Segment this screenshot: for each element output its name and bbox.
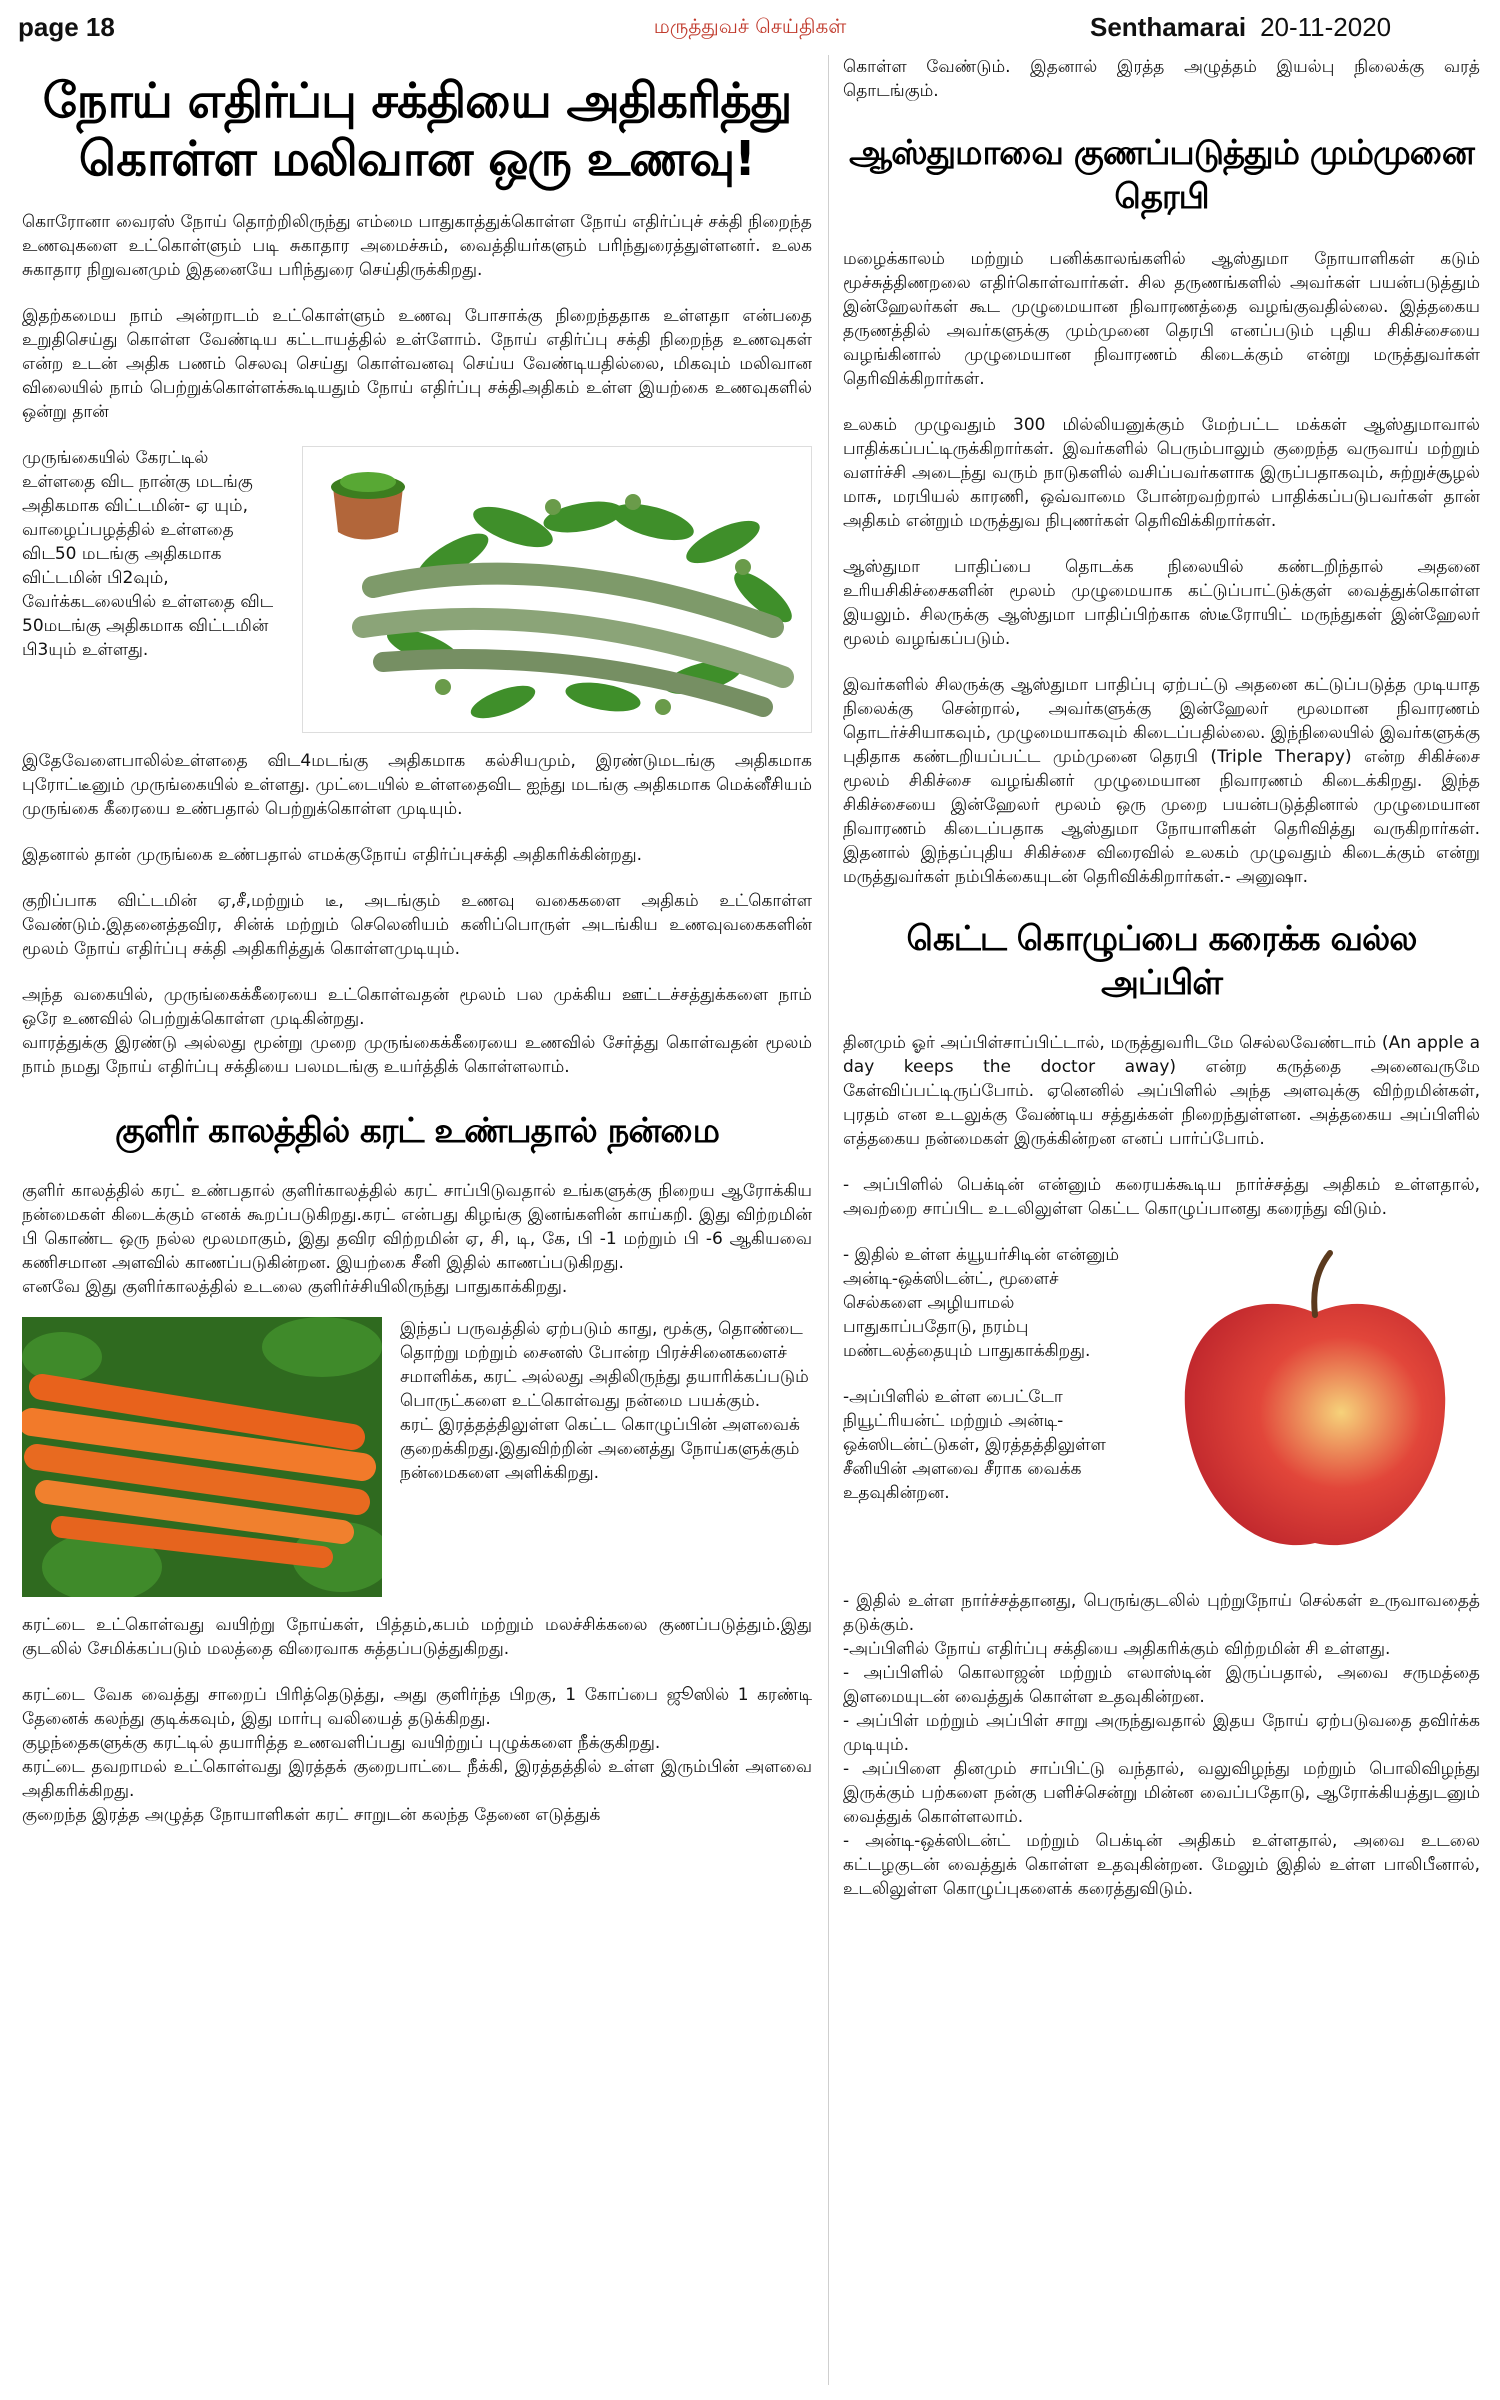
section-title: மருத்துவச் செய்திகள் bbox=[653, 14, 847, 38]
article2-paragraph: இந்தப் பருவத்தில் ஏற்படும் காது, மூக்கு, தொண்டை தொற்று மற்றும் சைனஸ் போன்ற பிரச்சினைகளைச் சமாளிக்க, கரட் அல்லது அதிலிருந்து தயாரிக்கப்படும் பொருட்களை உட்கொள்வது நன்மை பயக்கும். bbox=[400, 1319, 809, 1411]
article2-paragraph: குறைந்த இரத்த அழுத்த நோயாளிகள் கரட் சாறுடன் கலந்த தேனை எடுத்துக் bbox=[22, 1805, 601, 1825]
article4-paragraph: - அன்டி-ஒக்ஸிடன்ட் மற்றும் பெக்டின் அதிகம் உள்ளதால், அவை உடலை கட்டழகுடன் வைத்துக் கொள்ள உதவுகின்றன. மேலும் இதில் உள்ள பாலிபீனால், உடலிலுள்ள கொழுப்புகளைக் கரைத்துவிடும். bbox=[843, 1831, 1480, 1899]
left-column bbox=[22, 72, 812, 1845]
article4-paragraph: - அப்பிளை தினமும் சாப்பிட்டு வந்தால், வலுவிழந்து மற்றும் பொலிவிழந்து இருக்கும் பற்களை நன்கு பளிச்சென்று மின்ன வைப்பதோடு, ஆரோக்கியத்துடனும் வைத்துக் கொள்ளலாம். bbox=[843, 1759, 1480, 1827]
article1-title-line2: கொள்ள மலிவான ஒரு உணவு! bbox=[78, 131, 756, 187]
article2-continuation: கொள்ள வேண்டும். இதனால் இரத்த அழுத்தம் இயல்பு நிலைக்கு வரத் தொடங்கும். bbox=[843, 57, 1480, 101]
column-divider bbox=[828, 55, 829, 2385]
article4-paragraph: -அப்பிளில் நோய் எதிர்ப்பு சக்தியை அதிகரிக்கும் விற்றமின் சி உள்ளது. bbox=[843, 1639, 1391, 1659]
article3-title: ஆஸ்துமாவை குணப்படுத்தும் மும்முனை தெரபி bbox=[849, 133, 1474, 217]
article1-paragraph: இதற்கமைய நாம் அன்றாடம் உட்கொள்ளும் உணவு போசாக்கு நிறைந்ததாக உள்ளதா என்பதை உறுதிசெய்து கொள்ள வேண்டிய கட்டாயத்தில் உள்ளோம். நோய் எதிர்ப்பு சக்தி நிறைந்த உணவுகள் என்ற உடன் அதிக பணம் செலவு செய்து கொள்வனவு செய்ய வேண்டியதில்லை, மிகவும் மலிவான விலையில் நாம் பெற்றுக்கொள்ளக்கூடியதும் நோய் எதிர்ப்பு சக்திஅதிகம் உள்ள இயற்கை உணவுகளில் ஒன்று தான் bbox=[22, 306, 812, 422]
brand-name: Senthamarai bbox=[1090, 12, 1247, 42]
apple-image bbox=[1150, 1243, 1480, 1573]
article3-paragraph: ஆஸ்துமா பாதிப்பை தொடக்க நிலையில் கண்டறிந்தால் அதனை உரியசிகிச்சைகளின் மூலம் முழுமையாக கட்டுப்பாட்டுக்குள் வைத்துக்கொள்ள இயலும். சிலருக்கு ஆஸ்துமா பாதிப்பிற்காக ஸ்டீரோயிட் மருந்துகள் இன்ஹேலர் மூலம் வழங்கப்படும். bbox=[843, 557, 1480, 649]
right-column bbox=[843, 55, 1480, 1901]
article1-paragraph: முருங்கையில் கேரட்டில் உள்ளதை விட நான்கு மடங்கு அதிகமாக விட்டமின்- ஏ யும், வாழைப்பழத்தில் உள்ளதை விட50 மடங்கு அதிகமாக விட்டமின் பி2வும், வேர்க்கடலையில் உள்ளதை விட 50மடங்கு அதிகமாக விட்டமின் பி3யும் உள்ளது. bbox=[22, 448, 274, 660]
article2-paragraph: கரட் இரத்தத்திலுள்ள கெட்ட கொழுப்பின் அளவைக் குறைக்கிறது.இதுவிற்றின் அனைத்து நோய்களுக்கும் நன்மைகளை அளிக்கிறது. bbox=[400, 1415, 800, 1483]
carrot-block bbox=[22, 1317, 812, 1597]
article4-title: கெட்ட கொழுப்பை கரைக்க வல்ல அப்பிள் bbox=[906, 919, 1417, 1003]
article2-paragraph: எனவே இது குளிர்காலத்தில் உடலை குளிர்ச்சியிலிருந்து பாதுகாக்கிறது. bbox=[22, 1277, 568, 1297]
article3-paragraph: மழைக்காலம் மற்றும் பனிக்காலங்களில் ஆஸ்துமா நோயாளிகள் கடும் மூச்சுத்திணறலை எதிர்கொள்வார்கள். சில தருணங்களில் அவர்கள் பயன்படுத்தும் இன்ஹேலர்கள் கூட முழுமையான நிவாரணத்தை வழங்குவதில்லை. இத்தகைய தருணத்தில் அவர்களுக்கு மும்முனை தெரபி எனப்படும் புதிய சிகிச்சையை வழங்கினால் முழுமையான நிவாரணம் கிடைக்கும் என்று மருத்துவர்கள் தெரிவிக்கிறார்கள். bbox=[843, 249, 1480, 389]
article1-paragraph: இதேவேளைபாலில்உள்ளதை விட4மடங்கு அதிகமாக கல்சியமும், இரண்டுமடங்கு அதிகமாக புரோட்டீனும் முருங்கையில் உள்ளது. முட்டையில் உள்ளதைவிட ஐந்து மடங்கு அதிகமாக மெக்னீசியம் முருங்கை கீரையை உண்பதால் பெற்றுக்கொள்ள முடியும். bbox=[22, 751, 812, 819]
article4-paragraph: - அப்பிள் மற்றும் அப்பிள் சாறு அருந்துவதால் இதய நோய் ஏற்படுவதை தவிர்க்க முடியும். bbox=[843, 1711, 1480, 1755]
carrot-image bbox=[22, 1317, 382, 1597]
article4-paragraph: - இதில் உள்ள நார்ச்சத்தானது, பெருங்குடலில் புற்றுநோய் செல்கள் உருவாவதைத் தடுக்கும். bbox=[843, 1591, 1480, 1635]
moringa-image bbox=[302, 446, 812, 733]
article4-paragraph: -அப்பிளில் உள்ள பைட்டோ நியூட்ரியன்ட் மற்றும் அன்டி-ஒக்ஸிடன்ட்டுகள், இரத்தத்திலுள்ள சீனியின் அளவை சீராக வைக்க உதவுகின்றன. bbox=[843, 1387, 1106, 1503]
article2-paragraph: குழந்தைகளுக்கு கரட்டில் தயாரித்த உணவளிப்பது வயிற்றுப் புழுக்களை நீக்குகிறது. bbox=[22, 1733, 661, 1753]
article4-paragraph: - இதில் உள்ள க்யூயர்சிடின் என்னும் அன்டி-ஒக்ஸிடன்ட், மூளைச் செல்களை அழியாமல் பாதுகாப்பதோடு, நரம்பு மண்டலத்தையும் பாதுகாக்கிறது. bbox=[843, 1245, 1120, 1361]
article2-paragraph: குளிர் காலத்தில் கரட் உண்பதால் குளிர்காலத்தில் கரட் சாப்பிடுவதால் உங்களுக்கு நிறைய ஆரோக்கிய நன்மைகள் கிடைக்கும் எனக் கூறப்படுகிறது.கரட் என்பது கிழங்கு இனங்களின் காய்கறி. இது விற்றமின் பி கொண்ட ஒரு நல்ல மூலமாகும், இது தவிர விற்றமின் ஏ, சி, டி, கே, பி -1 மற்றும் பி -6 ஆகியவை கணிசமான அளவில் காணப்படுகின்றன. இயற்கை சீனி இதில் காணப்படுகிறது. bbox=[22, 1181, 812, 1273]
article2-title: குளிர் காலத்தில் கரட் உண்பதால் நன்மை bbox=[115, 1111, 719, 1151]
article4-paragraph: - அப்பிளில் கொலாஜன் மற்றும் எலாஸ்டின் இருப்பதால், அவை சருமத்தை இளமையுடன் வைத்துக் கொள்ள உதவுகின்றன. bbox=[843, 1663, 1480, 1707]
issue-date: 20-11-2020 bbox=[1260, 12, 1392, 42]
article2-paragraph: கரட்டை தவறாமல் உட்கொள்வது இரத்தக் குறைபாட்டை நீக்கி, இரத்தத்தில் உள்ள இரும்பின் அளவை அதிகரிக்கிறது. bbox=[22, 1757, 812, 1801]
article1-paragraph: வாரத்துக்கு இரண்டு அல்லது மூன்று முறை முருங்கைக்கீரையை உணவில் சேர்த்து கொள்வதன் மூலம் நாம் நமது நோய் எதிர்ப்பு சக்தியை பலமடங்கு உயர்த்திக் கொள்ளலாம். bbox=[22, 1033, 812, 1077]
article1-title bbox=[22, 72, 812, 188]
apple-block bbox=[843, 1243, 1480, 1573]
article2-paragraph: கரட்டை வேக வைத்து சாறைப் பிரித்தெடுத்து, அது குளிர்ந்த பிறகு, 1 கோப்பை ஜூஸில் 1 கரண்டி தேனைக் கலந்து குடிக்கவும், இது மார்பு வலியைத் தடுக்கிறது. bbox=[22, 1685, 812, 1729]
article4-paragraph: தினமும் ஓர் அப்பிள்சாப்பிட்டால், மருத்துவரிடமே செல்லவேண்டாம் (An apple a day keeps the doctor away) என்ற கருத்தை அனைவருமே கேள்விப்பட்டிருப்போம். ஏனெனில் அப்பிளில் அந்த அளவுக்கு விற்றமின்கள், புரதம் என உடலுக்கு வேண்டிய சத்துக்கள் நிறைந்துள்ளன. அத்தகைய அப்பிளில் எத்தகைய நன்மைகள் இருக்கின்றன எனப் பார்ப்போம். bbox=[843, 1033, 1480, 1149]
article1-paragraph: கொரோனா வைரஸ் நோய் தொற்றிலிருந்து எம்மை பாதுகாத்துக்கொள்ள நோய் எதிர்ப்புச் சக்தி நிறைந்த உணவுகளை உட்கொள்ளும் படி சுகாதார அமைச்சும், வைத்தியர்களும் பரிந்துரைத்துள்ளனர். உலக சுகாதார நிறுவனமும் இதனையே பரிந்துரை செய்திருக்கிறது. bbox=[22, 212, 812, 280]
article1-paragraph: இதனால் தான் முருங்கை உண்பதால் எமக்குநோய் எதிர்ப்புசக்தி அதிகரிக்கின்றது. bbox=[22, 845, 642, 865]
article1-paragraph: குறிப்பாக விட்டமின் ஏ,சீ,மற்றும் டீ, அடங்கும் உணவு வகைகளை அதிகம் உட்கொள்ள வேண்டும்.இதனைத்தவிர, சின்க் மற்றும் செலெனியம் கனிப்பொருள் அடங்கிய உணவுவகைகளின் மூலம் நோய் எதிர்ப்பு சக்தி அதிகரித்துக் கொள்ளமுடியும். bbox=[22, 891, 812, 959]
article4-paragraph: - அப்பிளில் பெக்டின் என்னும் கரையக்கூடிய நார்ச்சத்து அதிகம் உள்ளதால், அவற்றை சாப்பிட உடலிலுள்ள கெட்ட கொழுப்பானது கரைந்து விடும். bbox=[843, 1175, 1480, 1219]
article1-paragraph: அந்த வகையில், முருங்கைக்கீரையை உட்கொள்வதன் மூலம் பல முக்கிய ஊட்டச்சத்துக்களை நாம் ஒரே உணவில் பெற்றுக்கொள்ள முடிகின்றது. bbox=[22, 985, 812, 1029]
article3-paragraph: இவர்களில் சிலருக்கு ஆஸ்துமா பாதிப்பு ஏற்பட்டு அதனை கட்டுப்படுத்த முடியாத நிலைக்கு சென்றால், அவர்களுக்கு இன்ஹேலர் மூலமான நிவாரணம் தொடர்ச்சியாகவும், முழுமையாகவும் கிடைப்பதில்லை. இந்நிலையில் இவர்களுக்கு புதிதாக கண்டறியப்பட்ட மும்முனை தெரபி (Triple Therapy) என்ற சிகிச்சை மூலம் சிகிச்சை வழங்கினர் முழுமையான நிவாரணம் கிடைக்கிறது. இந்த சிகிச்சையை இன்ஹேலர் மூலம் ஒரு முறை பயன்படுத்தினால் முழுமையான நிவாரணம் கிடைப்பதாக ஆஸ்துமா நோயாளிகள் தெரிவித்து வருகிறார்கள். இதனால் இந்தப்புதிய சிகிச்சை விரைவில் உலகம் முழுவதும் கிடைக்கும் என்று மருத்துவர்கள் நம்பிக்கையுடன் தெரிவிக்கிறார்கள்.- அனுஷா. bbox=[843, 675, 1480, 887]
page-number: page 18 bbox=[18, 12, 115, 42]
article3-paragraph: உலகம் முழுவதும் 300 மில்லியனுக்கும் மேற்பட்ட மக்கள் ஆஸ்துமாவால் பாதிக்கப்பட்டிருக்கிறார்கள். இவர்களில் பெரும்பாலும் குறைந்த வருவாய் மற்றும் வளர்ச்சி அடைந்து வரும் நாடுகளில் வசிப்பவர்களாக இருப்பதாகவும், சுற்றுச்சூழல் மாசு, மரபியல் காரணி, ஒவ்வாமை போன்றவற்றால் பாதிக்கப்படுபவர்கள் தான் அதிகம் என்றும் மருத்துவ நிபுணர்கள் தெரிவிக்கிறார்கள். bbox=[843, 415, 1480, 531]
publication-name bbox=[1090, 12, 1391, 43]
moringa-block bbox=[22, 446, 812, 733]
article2-paragraph: கரட்டை உட்கொள்வது வயிற்று நோய்கள், பித்தம்,கபம் மற்றும் மலச்சிக்கலை குணப்படுத்தும்.இது குடலில் சேமிக்கப்படும் மலத்தை விரைவாக சுத்தப்படுத்துகிறது. bbox=[22, 1615, 812, 1659]
article1-title-line1: நோய் எதிர்ப்பு சக்தியை அதிகரித்து bbox=[42, 73, 792, 129]
page-header bbox=[0, 0, 1500, 50]
